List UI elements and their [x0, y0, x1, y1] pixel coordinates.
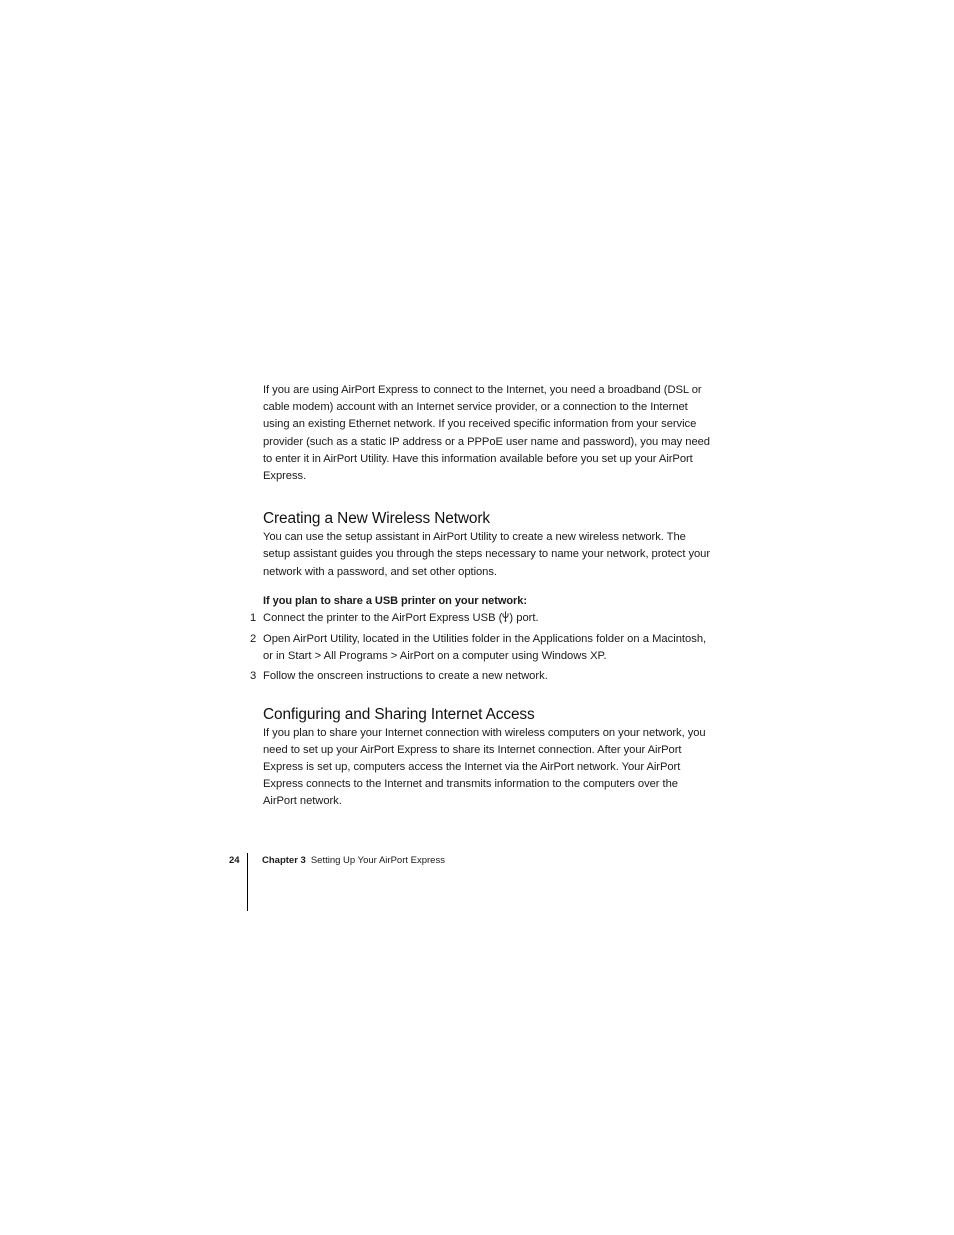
section-sharing-internet: [263, 705, 713, 811]
section-heading-creating: Creating a New Wireless Network: [263, 510, 490, 528]
step-text-before-icon: Connect the printer to the AirPort Express USB (: [263, 611, 503, 624]
step-item: [250, 668, 713, 685]
footer-divider: [247, 853, 248, 911]
section-heading-sharing: Configuring and Sharing Internet Access: [263, 705, 535, 723]
step-item: [250, 610, 713, 627]
step-text-after-icon: ) port.: [509, 611, 539, 624]
usb-printer-intro: If you plan to share a USB printer on your network:: [263, 594, 527, 607]
step-number: 2: [250, 632, 257, 645]
section-paragraph-creating: You can use the setup assistant in AirPort Utility to create a new wireless network. The setup assistant guides you through the steps necessary to name your network, protect your network with a password, and set other options.: [263, 531, 711, 578]
page-content: [250, 382, 713, 811]
intro-paragraph: If you are using AirPort Express to connect to the Internet, you need a broadband (DSL or cable modem) account with an Internet service provider, or a connection to the Internet using an existing Ethernet network. If you received specific information from your service provider (such as a static IP address or a PPPoE user name and password), you may need to enter it in AirPort Utility. Have this information available before you set up your AirPort Express.: [263, 384, 710, 483]
step-number: 3: [250, 670, 257, 683]
section-creating-network: [250, 509, 713, 685]
chapter-label: Chapter 3: [262, 855, 306, 866]
steps-list: [250, 610, 713, 686]
chapter-title: Setting Up Your AirPort Express: [310, 855, 445, 866]
step-item: [250, 631, 713, 665]
section-paragraph-sharing: If you plan to share your Internet connection with wireless computers on your network, you need to set up your AirPort Express to share its Internet connection. After your AirPort Express is set up, computers access the Internet via the AirPort network. Your AirPort Express connects to the Internet and transmits information to the computers over the AirPort network.: [263, 726, 706, 808]
step-text: Open AirPort Utility, located in the Utilities folder in the Applications folder on a Macintosh, or in Start > All Programs > AirPort on a computer using Windows XP.: [263, 632, 707, 662]
step-text: Follow the onscreen instructions to create a new network.: [263, 670, 548, 683]
step-number: 1: [250, 611, 257, 624]
page-number: 24: [229, 855, 240, 866]
footer-chapter: [262, 854, 445, 867]
